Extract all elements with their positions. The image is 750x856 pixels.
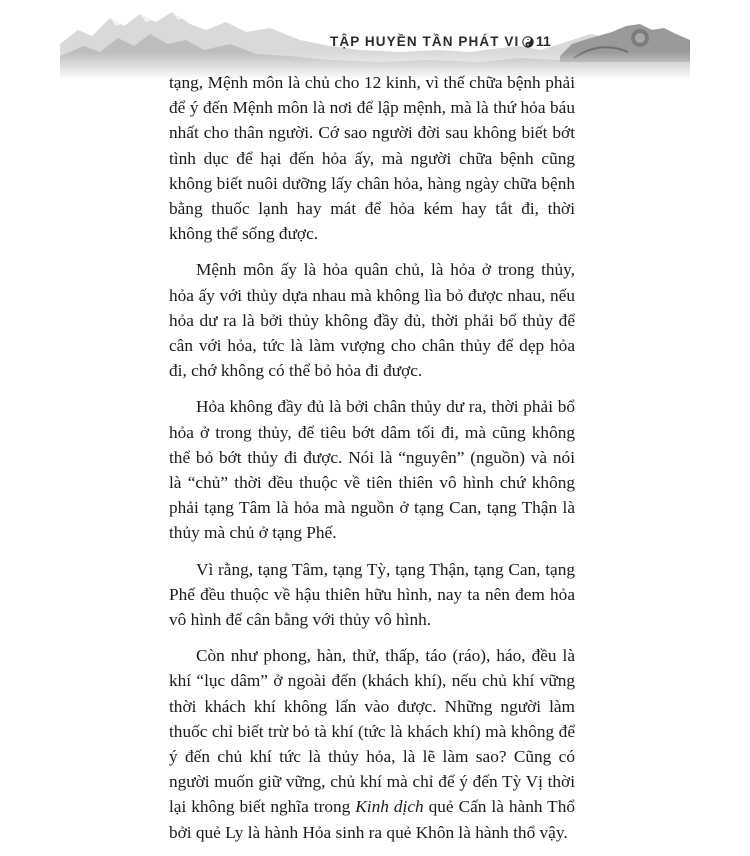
paragraph-text: Còn như phong, hàn, thử, thấp, táo (ráo), háo, đều là khí “lục dâm” ở ngoài đến (khách khí), nếu chủ khí vững thời khách khí không lấn vào được. Những người làm thuốc chỉ biết trừ bỏ tà khí (tức là khách khí) mà không để ý đến chủ khí tức là thủy hỏa, là lẽ làm sao? Cũng có người muốn giữ vững, chủ khí mà chỉ để ý đến Tỳ Vị thời lại không biết nghĩa trong (169, 646, 575, 817)
paragraph: tạng, Mệnh môn là chủ cho 12 kinh, vì thế chữa bệnh phải để ý đến Mệnh môn là nơi để lập mệnh, mà là thứ hỏa báu nhất cho thân người. Cớ sao người đời sau không biết bớt tình dục để hại đến hỏa ấy, mà người chữa bệnh cũng không biết nuôi dưỡng lấy chân hỏa, hàng ngày chữa bệnh bằng thuốc lạnh hay mát để hỏa kém hay tắt đi, thời không thể sống được. (169, 73, 575, 244)
yin-yang-icon (522, 36, 534, 48)
book-title: Kinh dịch (355, 797, 424, 817)
paragraph: Mệnh môn ấy là hỏa quân chủ, là hỏa ở trong thủy, hỏa ấy với thủy dựa nhau mà không lìa bỏ được nhau, nếu hỏa dư ra là bởi thủy không đầy đủ, thời phải bổ thủy để cân với hỏa, tức là làm vượng cho chân thủy để dẹp hỏa đi, chớ không có thể bỏ hỏa đi được. (169, 260, 575, 381)
paragraph: Vì rằng, tạng Tâm, tạng Tỳ, tạng Thận, tạng Can, tạng Phế đều thuộc về hậu thiên hữu hình, nay ta nên đem hỏa vô hình để cân bằng với thủy vô hình. (169, 559, 575, 630)
running-title: TẬP HUYỀN TẦN PHÁT VI (330, 34, 520, 49)
paragraph (169, 643, 575, 845)
paragraph: Hỏa không đầy đủ là bởi chân thủy dư ra, thời phải bổ hỏa ở trong thủy, để tiêu bớt dâm tối đi, mà cũng không thể bỏ bớt thủy đi được. Nói là “nguyên” (nguồn) và nói là “chủ” thời đều thuộc về tiên thiên vô hình chứ không phải tạng Tâm là hỏa mà nguồn ở tạng Can, tạng Thận là thủy mà chủ ở tạng Phế. (169, 397, 575, 543)
body-text (169, 70, 575, 856)
paragraph-text: quẻ Cấn là hành Thổ bởi quẻ Ly là hành Hỏa sinh ra quẻ Khôn là hành thổ vậy. (169, 797, 576, 842)
page-number: 11 (536, 33, 551, 49)
